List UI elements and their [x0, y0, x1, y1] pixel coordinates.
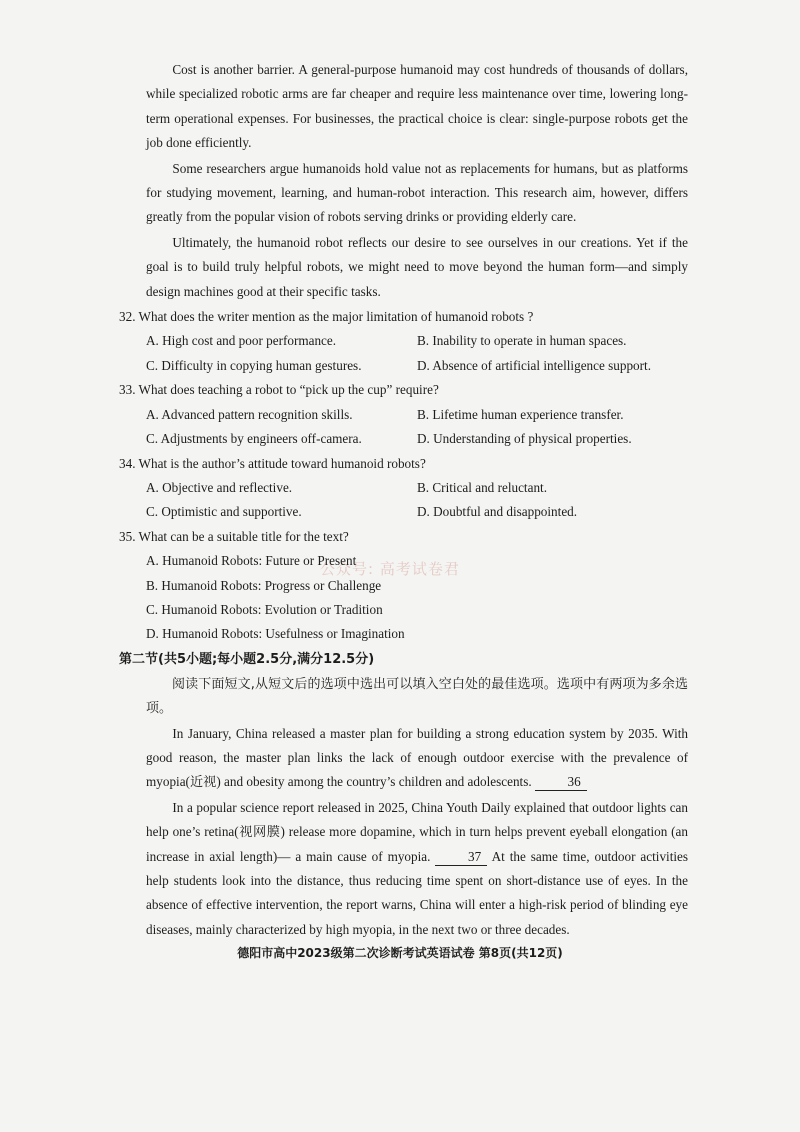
question-stem: 35. What can be a suitable title for the text? — [119, 528, 349, 544]
question-33 — [119, 378, 688, 451]
paragraph-cost: Cost is another barrier. A general-purpose humanoid may cost hundreds of thousands of dollars, while specialized robotic arms are far cheaper and require less maintenance over time, lowering long-term operational expenses. For businesses, the practical choice is clear: single-purpose robots get the job done efficiently. — [146, 62, 688, 151]
paragraph-china-youth-daily — [146, 796, 688, 942]
option-c: C. Difficulty in copying human gestures. — [146, 357, 362, 373]
question-stem: 34. What is the author’s attitude toward humanoid robots? — [119, 455, 426, 471]
option-d: D. Absence of artificial intelligence support. — [417, 357, 652, 373]
blank-37: 37 — [435, 849, 487, 866]
paragraph-ultimately: Ultimately, the humanoid robot reflects our desire to see ourselves in our creations. Yet if the goal is to build truly helpful robots, we might need to move beyond the human form—and simply design machines good at their specific tasks. — [146, 234, 688, 299]
page-content — [119, 58, 689, 943]
option-b: B. Inability to operate in human spaces. — [417, 333, 627, 349]
paragraph-text: At the same time, outdoor activities help students look into the distance, thus reducing time spent on short-distance use of eyes. In the absence of effective intervention, the report warns, China will enter a high-risk period of blinding eye diseases, mainly characterized by high myopia, in the next two or three decades. — [146, 848, 689, 937]
option-d: D. Doubtful and disappointed. — [417, 504, 578, 520]
option-a: A. Advanced pattern recognition skills. — [146, 406, 353, 422]
option-b: B. Humanoid Robots: Progress or Challenge — [146, 577, 382, 593]
option-a: A. Objective and reflective. — [146, 479, 293, 495]
paragraph-education — [146, 722, 688, 795]
option-c: C. Humanoid Robots: Evolution or Tradition — [146, 601, 383, 617]
paragraph-text: In a popular science report released in 2025, China Youth Daily explained that outdoor lights can help one’s retina(视网膜) release more dopamine, which in turn helps prevent eyeball elongation (an increase in axial length)— a main cause of myopia. — [146, 799, 688, 864]
option-b: B. Lifetime human experience transfer. — [417, 406, 624, 422]
section-title: 第二节(共5小题;每小题2.5分,满分12.5分) — [119, 651, 375, 667]
question-stem: 33. What does teaching a robot to “pick up the cup” require? — [119, 382, 439, 398]
option-a: A. High cost and poor performance. — [146, 333, 337, 349]
paragraph-text: In January, China released a master plan for building a strong education system by 2035. With good reason, the master plan links the lack of enough outdoor exercise with the prevalence of myopia(近视) and obesity among the country’s children and adolescents. — [146, 725, 688, 790]
option-c: C. Adjustments by engineers off-camera. — [146, 431, 362, 447]
option-d: D. Humanoid Robots: Usefulness or Imagination — [146, 626, 405, 642]
question-34 — [119, 452, 688, 525]
page-footer: 德阳市高中2023级第二次诊断考试英语试卷 第8页(共12页) — [237, 946, 563, 960]
option-c: C. Optimistic and supportive. — [146, 504, 302, 520]
paragraph-research: Some researchers argue humanoids hold value not as replacements for humans, but as platforms for studying movement, learning, and human-robot interaction. This research aim, however, differs greatly from the popular vision of robots serving drinks or providing elderly care. — [146, 160, 688, 225]
section-instructions: 阅读下面短文,从短文后的选项中选出可以填入空白处的最佳选项。选项中有两项为多余选项。 — [146, 676, 688, 717]
question-32 — [119, 305, 688, 378]
option-d: D. Understanding of physical properties. — [417, 431, 632, 447]
option-a: A. Humanoid Robots: Future or Present — [146, 553, 357, 569]
question-stem: 32. What does the writer mention as the major limitation of humanoid robots ? — [119, 309, 534, 325]
watermark: 公众号: 高考试卷君 — [320, 560, 460, 578]
blank-36: 36 — [535, 774, 587, 791]
question-35 — [119, 525, 688, 647]
option-b: B. Critical and reluctant. — [417, 479, 548, 495]
